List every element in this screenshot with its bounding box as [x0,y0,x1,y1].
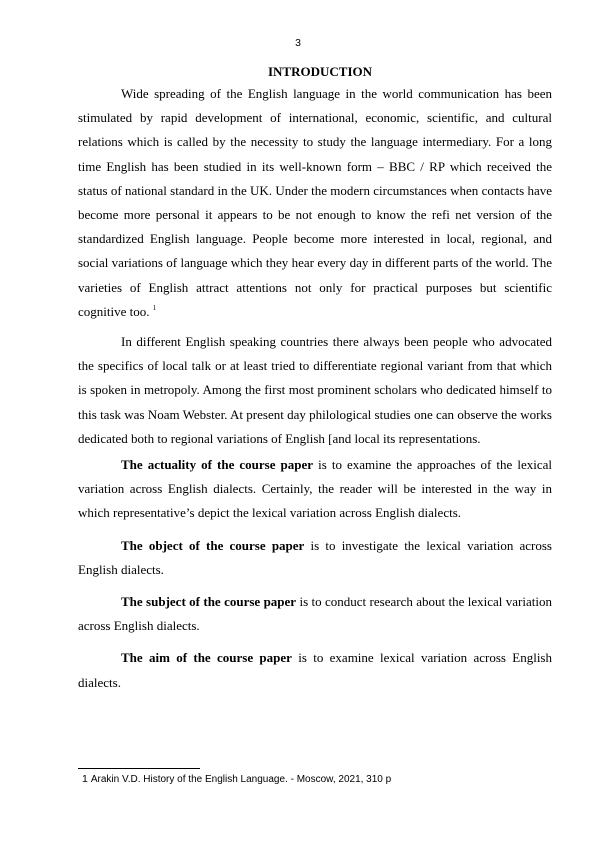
subject-heading: The subject of the course paper [121,594,297,610]
paragraph-intro [78,82,552,324]
paragraph-actuality [78,453,552,526]
paragraph-intro-text: Wide spreading of the English language in the world communication has been stimulated by rapid development of international, economic, scientific, and cultural relations which is called by the necessity to study the language intermediary. For a long time English has been studied in its well-known form – BBC / RP which received the status of national standard in the UK. Under the modern circumstances when contacts have become more personal it appears to be not enough to know the refi net version of the standardized English language. People become more interested in local, regional, and social variations of language which they hear every day in different parts of the world. The varieties of English attract attentions not only for practical purposes but scientific cognitive too. [78,86,552,319]
actuality-heading: The actuality of the course paper [121,457,314,473]
paragraph-aim [78,646,552,694]
paragraph-subject [78,590,552,638]
aim-heading: The aim of the course paper [121,650,292,666]
subject-text: is to conduct research about the lexical variation across English dialects. [78,594,552,634]
object-text: is to investigate the lexical variation across English dialects. [78,537,552,577]
footnote-reference: 1 [152,303,157,312]
section-title: INTRODUCTION [267,64,372,79]
footnote [82,773,391,785]
aim-text: is to examine lexical variation across English dialects. [78,650,552,690]
footnote-text: Arakin V.D. History of the English Language. - Moscow, 2021, 310 p [90,774,392,785]
actuality-text: is to examine the approaches of the lexical variation across English dialects. Certainly, the reader will be interested in the way in which representative’s depict the lexical variation across English dialects. [78,457,552,521]
footnote-number: 1 [82,773,88,785]
paragraph-object [78,534,552,582]
footnote-divider [78,768,200,769]
body-text [78,82,552,695]
page-number: 3 [295,37,301,49]
object-heading: The object of the course paper [121,537,305,553]
paragraph-regional: In different English speaking countries there always been people who advocated the specifics of local talk or at least tried to differentiate regional variant from that which is spoken in metropoly. Among the first most prominent scholars who dedicated himself to this task was Noam Webster. At present day philological studies one can observe the works dedicated both to regional variations of English [and local its representations. [78,334,552,446]
